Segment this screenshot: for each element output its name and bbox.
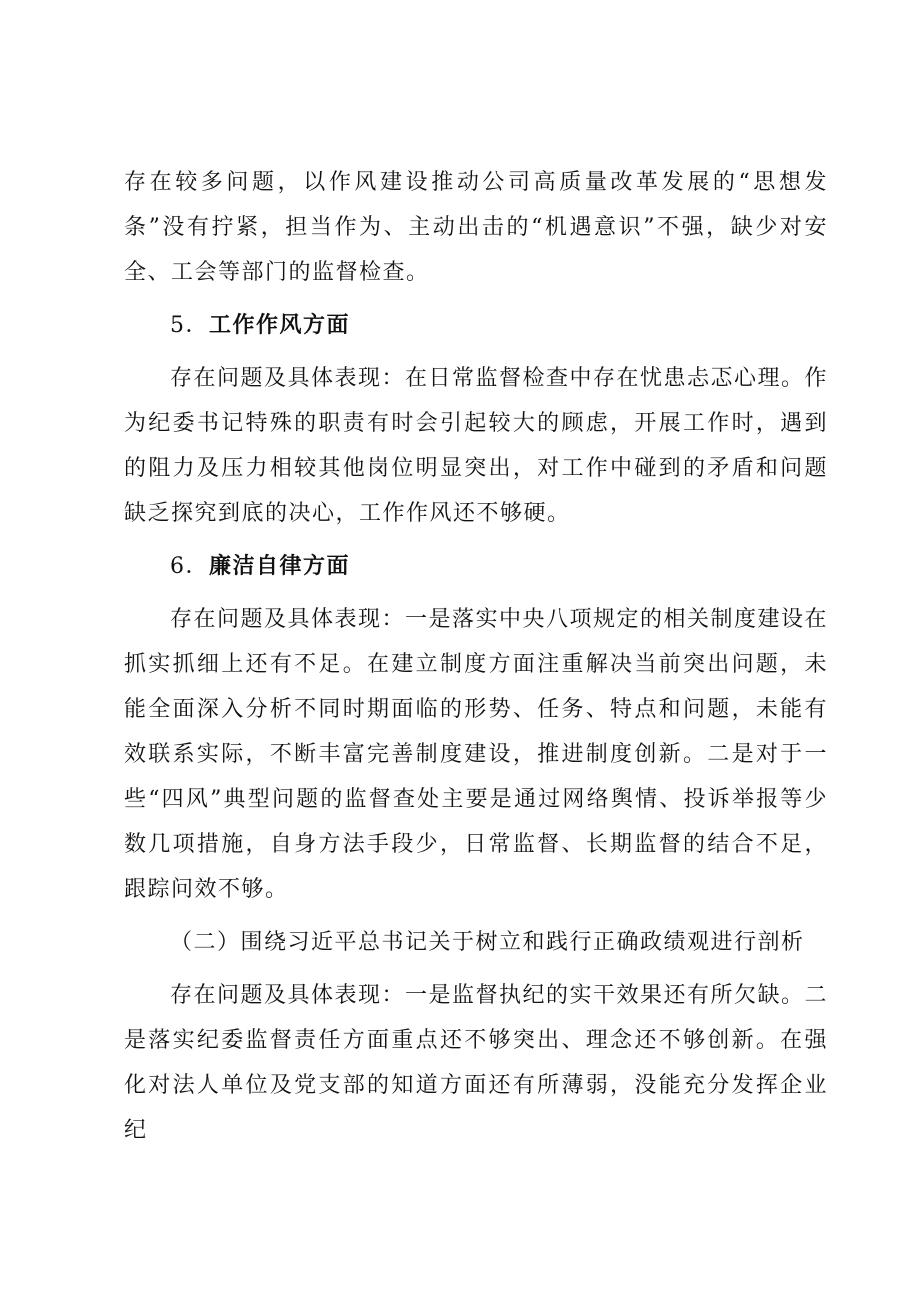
paragraph-work-style: 存在问题及具体表现：在日常监督检查中存在忧患忐忑心理。作为纪委书记特殊的职责有时会引起较大的顾虑，开展工作时，遇到的阻力及压力相较其他岗位明显突出，对工作中碰到的矛盾和问题缺乏探究到底的决心，工作作风还不够硬。: [124, 366, 829, 526]
spacer: [124, 965, 828, 973]
heading-title: 工作作风方面: [209, 313, 351, 338]
document-body: [124, 160, 828, 1153]
paragraph-continued: 存在较多问题，以作风建设推动公司高质量改革发展的“思想发条”没有拧紧，担当作为、主动出击的“机遇意识”不强，缺少对安全、工会等部门的监督检查。: [124, 170, 828, 285]
heading-number: 5．: [170, 313, 209, 338]
heading-number: 6．: [170, 554, 209, 579]
spacer: [124, 348, 828, 356]
section-heading-2: （二）围绕习近平总书记关于树立和践行正确政绩观进行剖析: [170, 930, 805, 955]
spacer: [124, 536, 828, 544]
spacer: [124, 912, 828, 920]
heading-work-style: [124, 303, 828, 348]
heading-integrity: [124, 544, 828, 589]
spacer: [124, 295, 828, 303]
paragraph-performance-view: 存在问题及具体表现：一是监督执纪的实干效果还有所欠缺。二是落实纪委监督责任方面重点还不够突出、理念还不够创新。在强化对法人单位及党支部的知道方面还有所薄弱，没能充分发挥企业纪: [124, 983, 829, 1143]
spacer: [124, 589, 828, 597]
heading-title: 廉洁自律方面: [209, 554, 351, 579]
paragraph-integrity: 存在问题及具体表现：一是落实中央八项规定的相关制度建设在抓实抓细上还有不足。在建立制度方面注重解决当前突出问题，未能全面深入分析不同时期面临的形势、任务、特点和问题，未能有效联系实际，不断丰富完善制度建设，推进制度创新。二是对于一些“四风”典型问题的监督查处主要是通过网络舆情、投诉举报等少数几项措施，自身方法手段少，日常监督、长期监督的结合不足，跟踪问效不够。: [124, 607, 829, 902]
